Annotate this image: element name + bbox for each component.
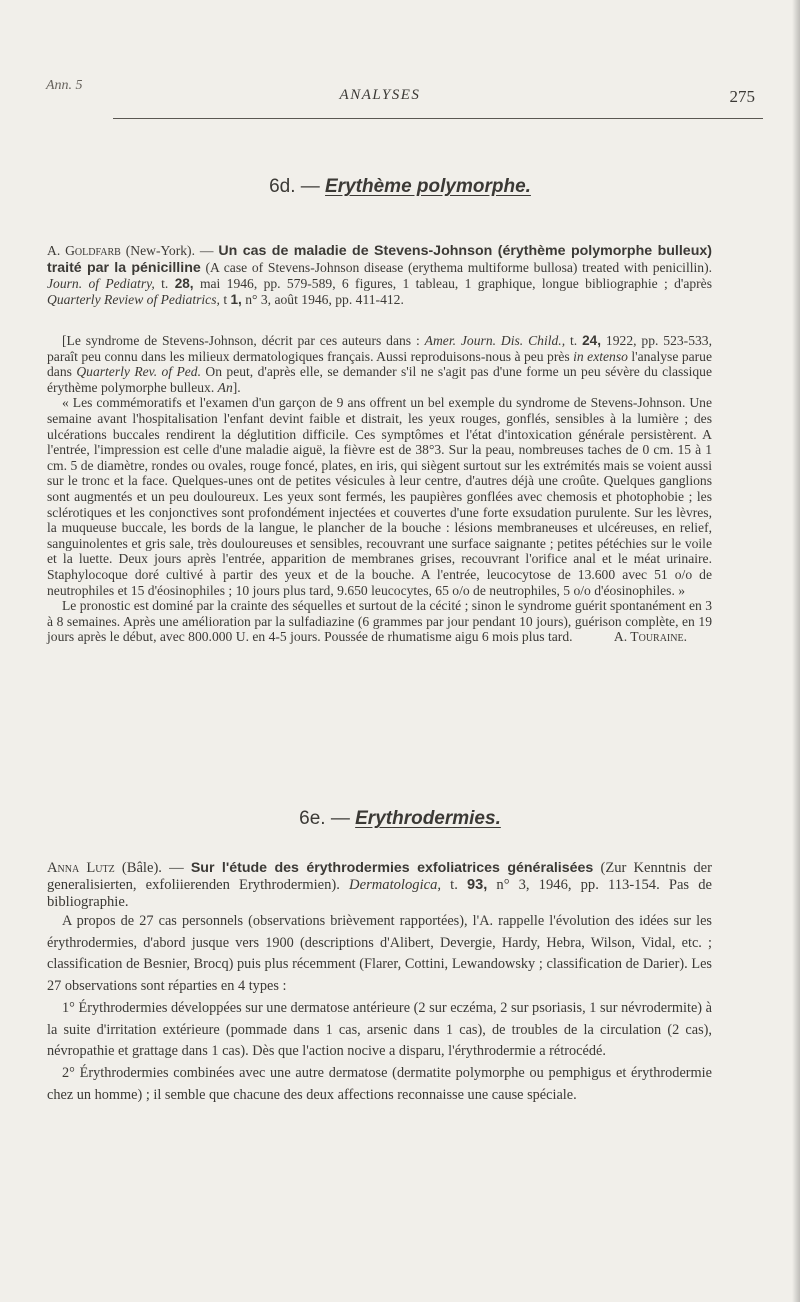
reference-paragraph <box>47 243 712 307</box>
review-vol-label: t. <box>450 877 458 893</box>
review-place: (New-York). <box>125 243 195 258</box>
editor-note-paragraph <box>47 333 712 395</box>
review-goldfarb-body <box>47 333 712 645</box>
running-head-title: ANALYSES <box>339 87 421 103</box>
review-goldfarb-reference <box>47 243 712 307</box>
review-volume: 93, <box>466 877 488 893</box>
body-paragraph-1: A propos de 27 cas personnels (observations brièvement rapportées), l'A. rappelle l'évolution des idées sur les érythrodermies, d'abord jusque vers 1900 (descriptions d'Alibert, Devergie, Hardy, Hebra, Wilson, Vidal, etc. ; classification de Besnier, Brocq) puis plus récemment (Flarer, Cottini, Lewandowsky ; classification de Darier). Les 27 observations sont réparties en 4 types : <box>47 913 712 995</box>
conclusion-paragraph <box>47 598 712 645</box>
note-text-a: [Le syndrome de Stevens-Johnson, décrit par ces auteurs dans : <box>62 333 420 348</box>
review-ref-d: n° 3, août 1946, pp. 411-412. <box>245 291 404 307</box>
note-text-e: On peut, d'après elle, se demander s'il ne s'agit pas d'une forme un peu sévère du classique érythème polymorphe bulleux. <box>47 364 712 395</box>
header-rule <box>113 118 763 119</box>
review-title: Un cas de maladie de Stevens-Johnson (érythème polymorphe bulleux) traité par la pénicilline <box>47 243 712 276</box>
note-end: ]. <box>232 379 241 395</box>
review-author: Anna Lutz <box>47 860 115 876</box>
section-heading-6d <box>0 176 800 198</box>
section-title: Erythème polymorphe. <box>325 176 531 197</box>
review-dash: — <box>169 860 184 876</box>
review-lutz <box>47 860 712 1106</box>
review-author: A. Goldfarb <box>47 243 121 258</box>
page-number: 275 <box>729 87 755 106</box>
quote-paragraph: « Les commémoratifs et l'examen d'un garçon de 9 ans offrent un bel exemple du syndrome de Stevens-Johnson. Une semaine avant l'hospitalisation l'enfant devint faible et distrait, les yeux rouges, gonflés, sensibles à la lumière ; des ulcérations buccales rendirent la déglutition difficile. Ces symptômes et l'état d'intoxication générale persistèrent. A l'entrée, l'impression est celle d'une maladie aiguë, la fièvre est de 38°3. Sur la peau, nombreuses taches de 0 cm. 15 à 1 cm. 5 de diamètre, rondes ou ovales, rouge foncé, plates, en iris, qui siègent surtout sur les extrémités mais se voient aussi sur le tronc et la face. Quelques-unes ont de petites vésicules à leur centre, d'autres déjà une croûte. Quelques ganglions sont augmentés et un peu douloureux. Les yeux sont fermés, les paupières gonflées avec chemosis et photophobie ; les sclérotiques et les conjonctives sont profondément injectées et couvertes d'une forte exsudation purulente. Sur les lèvres, la muqueuse buccale, les bords de la langue, le plancher de la bouche : lésions membraneuses et ulcéreuses, en relief, sanguinolentes et gris sale, très douloureuses et sensibles, recouvrant une surface saignante ; petites pétéchies sur le voile et la luette. Deux jours après l'entrée, apparition de membranes grises, recouvrant l'orifice anal et le méat urinaire. Staphylocoque doré cultivé à partir des yeux et de la bouche. A l'entrée, leucocytose de 13.600 avec 51 o/o de neutrophiles et 15 d'éosinophiles ; 10 jours plus tard, 9.650 leucocytes, 65 o/o de neutrophiles, 5 o/o d'éosinophiles. » <box>47 395 712 598</box>
note-text-c: 1922, pp. 523-533, paraît peu connu dans les milieux dermatologiques français. Aussi reproduisons-nous à peu près <box>47 333 712 364</box>
body-paragraph-2: 1° Érythrodermies développées sur une dermatose antérieure (2 sur eczéma, 2 sur psoriasis, 1 sur névrodermite) à la suite d'irritation extérieure (pommade dans 1 cas, arsenic dans 1 cas), de troubles de la circulation (2 cas), névropathie et grattage dans 1 cas). Dès que l'action nocive a disparu, l'érythrodermie a rétrocédé. <box>47 999 712 1060</box>
note-text-b: t. <box>570 333 578 348</box>
review-volume-2: 1, <box>230 291 242 307</box>
note-journal: Amer. Journ. Dis. Child., <box>424 333 566 348</box>
running-head-annee: Ann. 5 <box>46 78 83 93</box>
note-signature: An <box>217 379 233 395</box>
review-volume: 28, <box>174 276 194 292</box>
note-text-d: l'analyse parue dans <box>47 348 713 380</box>
conclusion-text: Le pronostic est dominé par la crainte des séquelles et surtout de la cécité ; sinon le syndrome guérit spontanément en 3 à 8 semaines. Après une amélioration par la sulfadiazine (6 grammes par jour pendant 10 jours), guérison complète, en 19 jours après le début, avec 800.000 U. en 4-5 jours. Poussée de rhumatisme aigu 6 mois plus tard. <box>47 598 712 645</box>
review-title: Sur l'étude des érythrodermies exfoliatrices généralisées <box>190 860 594 876</box>
review-dash: — <box>199 243 214 258</box>
review-journal: Dermatologica, <box>349 877 442 893</box>
review-journal-2: Quarterly Review of Pediatrics, <box>47 291 220 307</box>
review-signature: A. Touraine. <box>613 629 687 645</box>
review-vol-label: t. <box>161 276 169 292</box>
review-journal: Journ. of Pediatry, <box>47 276 155 292</box>
review-ref-b: n° 3, 1946, pp. 113-154. Pas de bibliographie. <box>47 877 712 910</box>
review-ref-a: (A case of Stevens-Johnson disease (erythema multiforme bullosa) treated with penicillin). <box>205 259 712 275</box>
section-number: 6e. <box>299 808 326 829</box>
review-ref-b: mai 1946, pp. 579-589, 6 figures, 1 tableau, 1 graphique, longue bibliographie ; d'après <box>199 276 713 292</box>
note-journal-2: Quarterly Rev. of Ped. <box>76 364 201 380</box>
review-place: (Bâle). <box>121 860 162 876</box>
note-latin: in extenso <box>573 348 628 364</box>
section-dash: — <box>330 808 350 829</box>
section-title: Erythrodermies. <box>355 808 501 829</box>
section-number: 6d. <box>269 176 296 197</box>
note-volume: 24, <box>582 333 602 348</box>
body-paragraph-3: 2° Érythrodermies combinées avec une autre dermatose (dermatite polymorphe ou pemphigus et érythrodermie chez un homme) ; il semble que chacune des deux affections reconnaisse une cause spéciale. <box>47 1064 712 1103</box>
review-ref-a: (Zur Kenntnis der generalisierten, exfoliierenden Erythrodermien). <box>47 860 712 893</box>
reference-paragraph <box>47 860 712 911</box>
section-heading-6e <box>0 808 800 830</box>
review-ref-c: t <box>223 291 228 307</box>
section-dash: — <box>300 176 320 197</box>
